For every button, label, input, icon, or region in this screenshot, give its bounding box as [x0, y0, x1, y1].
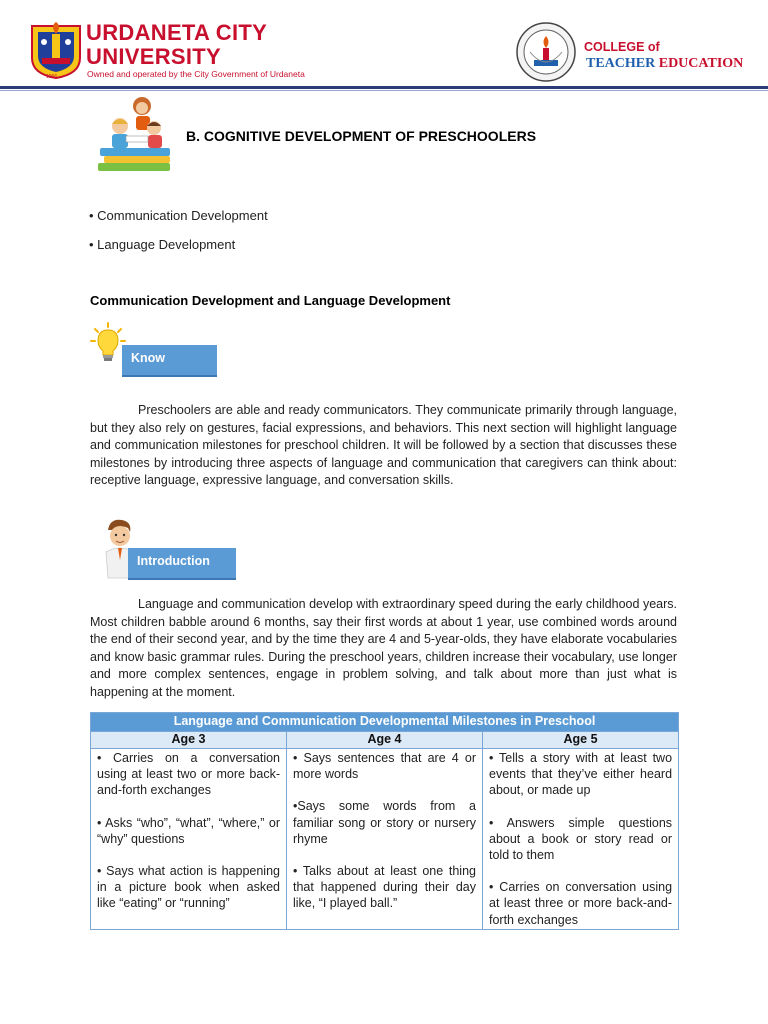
introduction-paragraph	[90, 596, 677, 701]
table-caption: Language and Communication Developmental Milestones in Preschool	[91, 713, 679, 732]
ownership-tagline: Owned and operated by the City Government of Urdaneta	[87, 69, 305, 79]
column-header-age3: Age 3	[91, 732, 287, 749]
list-item: • Carries on a conversation using at least two or more back-and-forth exchanges	[97, 751, 280, 798]
children-reading-books-icon	[96, 92, 182, 176]
college-label: COLLEGE of	[584, 40, 660, 54]
list-item: • Asks “who”, “what”, “where,” or “why” questions	[97, 815, 280, 846]
milestones-table	[90, 712, 679, 930]
list-item: • Answers simple questions about a book or story read or told to them	[489, 815, 673, 863]
introduction-label: Introduction	[137, 554, 210, 568]
university-name-line1: URDANETA CITY	[86, 20, 268, 45]
age5-milestones	[483, 749, 679, 930]
college-name-education: EDUCATION	[658, 56, 744, 71]
college-name	[586, 56, 743, 72]
list-item: • Tells a story with at least two events that they’ve either heard about, or made up	[489, 751, 673, 798]
topic-bullet-language: • Language Development	[89, 237, 236, 252]
list-item: • Says sentences that are 4 or more words	[293, 751, 476, 782]
college-seal-logo	[516, 22, 576, 82]
list-item: • Says what action is happening in a picture book when asked like “eating” or “running”	[97, 864, 280, 911]
table-row	[91, 749, 679, 930]
subheading: Communication Development and Language Development	[90, 293, 451, 308]
know-label: Know	[131, 351, 166, 365]
column-header-age4: Age 4	[287, 732, 483, 749]
column-header-age5: Age 5	[483, 732, 679, 749]
age3-milestones	[91, 749, 287, 930]
lightbulb-icon	[90, 322, 126, 366]
header-divider	[0, 86, 768, 89]
know-paragraph-text: Preschoolers are able and ready communicators. They communicate primarily through language, but they also rely on gestures, facial expressions, and behaviors. This next section will highlight language and communication milestones for preschool children. It will be followed by a section that discusses these milestones by introducing three aspects of language and communication that caregivers can think about: receptive language, expressive language, and conversation skills.	[90, 403, 677, 487]
list-item: • Talks about at least one thing that happened during their day like, “I played ball.”	[293, 864, 476, 911]
age4-milestones	[287, 749, 483, 930]
header-divider-thin	[0, 90, 768, 91]
topic-bullet-communication: • Communication Development	[89, 208, 268, 223]
list-item: •Says some words from a familiar song or story or nursery rhyme	[293, 799, 476, 846]
university-name-line2: UNIVERSITY	[86, 44, 222, 69]
list-item: • Carries on conversation using at least three or more back-and-forth exchanges	[489, 880, 673, 927]
founded-year: 1966	[46, 74, 58, 80]
university-seal-logo	[30, 18, 82, 80]
college-name-teacher: TEACHER	[586, 56, 656, 71]
introduction-paragraph-text: Language and communication develop with extraordinary speed during the early childhood years. Most children babble around 6 months, say their first words at about 1 year, use combined words around the end of their second year, and by the time they are 4 and 5-year-olds, they have elaborate vocabularies and know basic grammar rules. During the preschool years, children increase their vocabulary, use longer and more complex sentences, engage in problem solving, and talk about more than just what is happening at the moment.	[90, 597, 677, 699]
know-paragraph	[90, 402, 677, 490]
section-title: B. COGNITIVE DEVELOPMENT OF PRESCHOOLERS	[186, 128, 537, 144]
